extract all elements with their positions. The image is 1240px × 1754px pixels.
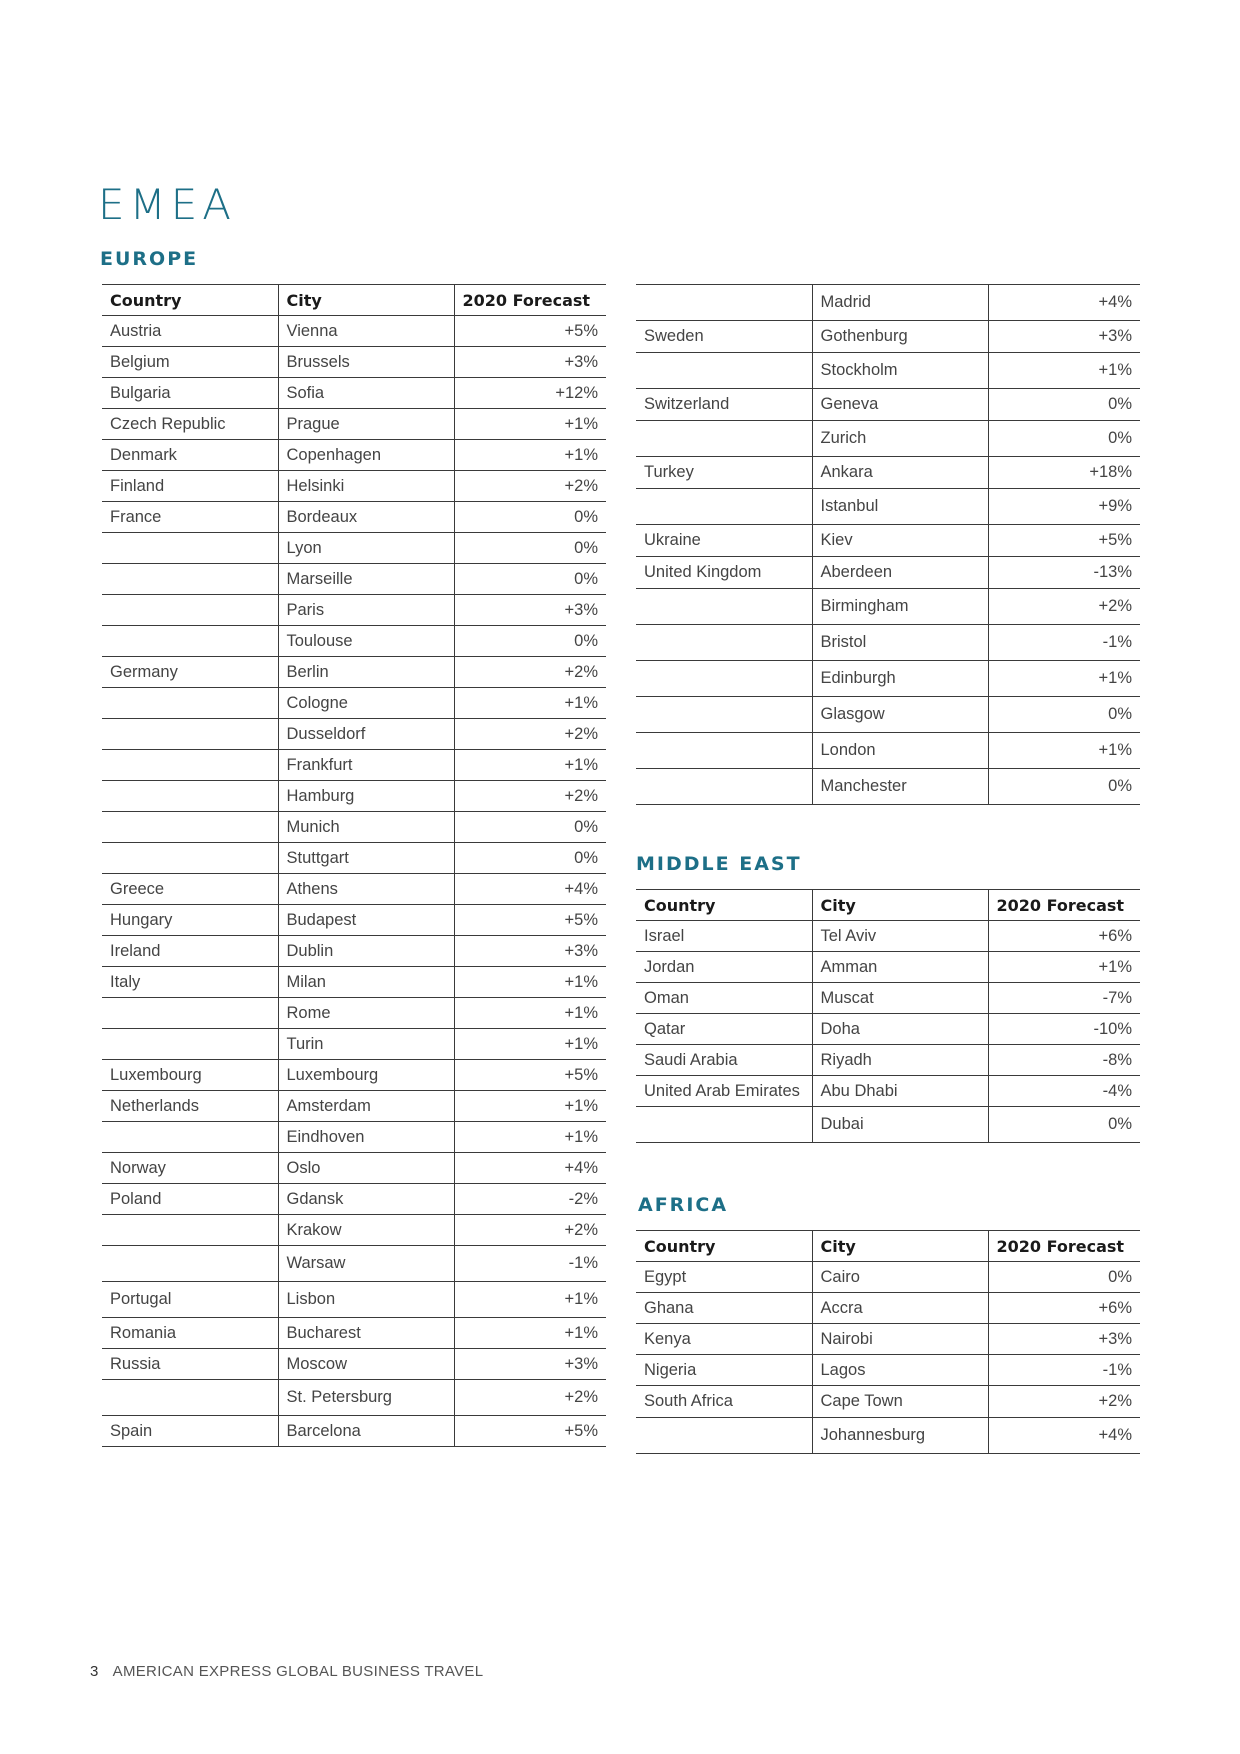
table-row — [102, 781, 606, 812]
country-cell: Qatar — [636, 1014, 812, 1045]
forecast-cell: +3% — [454, 347, 606, 378]
country-cell — [102, 843, 278, 874]
forecast-cell: +1% — [454, 998, 606, 1029]
city-cell: Eindhoven — [278, 1122, 454, 1153]
country-cell: Jordan — [636, 952, 812, 983]
forecast-cell: -1% — [454, 1246, 606, 1282]
forecast-cell: +12% — [454, 378, 606, 409]
city-cell: Barcelona — [278, 1416, 454, 1447]
country-cell — [636, 1418, 812, 1454]
country-cell: Saudi Arabia — [636, 1045, 812, 1076]
forecast-cell: +1% — [454, 1282, 606, 1318]
forecast-cell: +6% — [988, 1293, 1140, 1324]
forecast-cell: +5% — [454, 905, 606, 936]
country-cell: Finland — [102, 471, 278, 502]
city-cell: Bucharest — [278, 1318, 454, 1349]
country-cell: Bulgaria — [102, 378, 278, 409]
city-cell: Glasgow — [812, 697, 988, 733]
forecast-cell: 0% — [988, 697, 1140, 733]
city-cell: Ankara — [812, 457, 988, 489]
country-cell: Poland — [102, 1184, 278, 1215]
table-row — [102, 316, 606, 347]
table-row — [102, 657, 606, 688]
forecast-cell: +1% — [454, 688, 606, 719]
table-row — [636, 353, 1140, 389]
city-cell: Bristol — [812, 625, 988, 661]
country-cell: Ireland — [102, 936, 278, 967]
country-cell: Kenya — [636, 1324, 812, 1355]
table-row — [102, 1380, 606, 1416]
forecast-cell: +2% — [988, 589, 1140, 625]
city-cell: Kiev — [812, 525, 988, 557]
city-cell: Istanbul — [812, 489, 988, 525]
table-row — [636, 1107, 1140, 1143]
forecast-cell: 0% — [454, 626, 606, 657]
table-row — [636, 1262, 1140, 1293]
forecast-cell: +2% — [454, 1215, 606, 1246]
country-cell: Czech Republic — [102, 409, 278, 440]
table-row — [102, 533, 606, 564]
forecast-cell: +3% — [988, 321, 1140, 353]
city-cell: Accra — [812, 1293, 988, 1324]
city-cell: Vienna — [278, 316, 454, 347]
forecast-cell: +1% — [454, 1029, 606, 1060]
table-row — [636, 421, 1140, 457]
city-cell: Sofia — [278, 378, 454, 409]
country-cell — [102, 1246, 278, 1282]
table-row — [102, 688, 606, 719]
forecast-cell: +1% — [454, 1122, 606, 1153]
city-cell: Athens — [278, 874, 454, 905]
city-cell: Lagos — [812, 1355, 988, 1386]
forecast-cell: +6% — [988, 921, 1140, 952]
table-row — [636, 952, 1140, 983]
city-cell: Zurich — [812, 421, 988, 457]
forecast-cell: +1% — [454, 409, 606, 440]
city-cell: Marseille — [278, 564, 454, 595]
column-header-forecast: 2020 Forecast — [454, 285, 606, 316]
city-cell: Toulouse — [278, 626, 454, 657]
section-title-africa: AFRICA — [638, 1194, 729, 1216]
city-cell: Prague — [278, 409, 454, 440]
forecast-cell: 0% — [454, 843, 606, 874]
forecast-cell: +3% — [454, 936, 606, 967]
country-cell — [636, 769, 812, 805]
country-cell: Luxembourg — [102, 1060, 278, 1091]
city-cell: Krakow — [278, 1215, 454, 1246]
country-cell: Egypt — [636, 1262, 812, 1293]
forecast-cell: -1% — [988, 1355, 1140, 1386]
country-cell — [636, 285, 812, 321]
country-cell: Ghana — [636, 1293, 812, 1324]
publisher-name: AMERICAN EXPRESS GLOBAL BUSINESS TRAVEL — [112, 1663, 484, 1680]
country-cell — [636, 661, 812, 697]
country-cell: Romania — [102, 1318, 278, 1349]
table-row — [636, 489, 1140, 525]
city-cell: Rome — [278, 998, 454, 1029]
forecast-cell: +4% — [454, 874, 606, 905]
forecast-cell: 0% — [454, 502, 606, 533]
table-row — [636, 697, 1140, 733]
column-header-city: City — [812, 1231, 988, 1262]
forecast-cell: +18% — [988, 457, 1140, 489]
country-cell — [636, 625, 812, 661]
city-cell: Tel Aviv — [812, 921, 988, 952]
city-cell: Riyadh — [812, 1045, 988, 1076]
table-row — [102, 1184, 606, 1215]
country-cell: Israel — [636, 921, 812, 952]
country-cell — [102, 1215, 278, 1246]
city-cell: Hamburg — [278, 781, 454, 812]
country-cell: Greece — [102, 874, 278, 905]
table-row — [636, 733, 1140, 769]
column-header-city: City — [812, 890, 988, 921]
table-row — [102, 347, 606, 378]
country-cell — [102, 688, 278, 719]
city-cell: Dusseldorf — [278, 719, 454, 750]
country-cell — [102, 626, 278, 657]
table-row — [636, 525, 1140, 557]
country-cell: Denmark — [102, 440, 278, 471]
table-row — [102, 378, 606, 409]
table-row — [102, 1122, 606, 1153]
table-row — [636, 389, 1140, 421]
table-row — [636, 769, 1140, 805]
column-header-country: Country — [102, 285, 278, 316]
country-cell: United Arab Emirates — [636, 1076, 812, 1107]
forecast-cell: +1% — [454, 440, 606, 471]
city-cell: Nairobi — [812, 1324, 988, 1355]
table-row — [102, 1318, 606, 1349]
column-header-city: City — [278, 285, 454, 316]
table-header-row — [636, 1231, 1140, 1262]
city-cell: Dublin — [278, 936, 454, 967]
country-cell: Nigeria — [636, 1355, 812, 1386]
city-cell: Budapest — [278, 905, 454, 936]
page-title: EMEA — [98, 180, 237, 229]
city-cell: Oslo — [278, 1153, 454, 1184]
country-cell: Portugal — [102, 1282, 278, 1318]
forecast-cell: +1% — [454, 1091, 606, 1122]
country-cell — [102, 998, 278, 1029]
forecast-cell: +2% — [454, 657, 606, 688]
table-row — [102, 843, 606, 874]
forecast-cell: -8% — [988, 1045, 1140, 1076]
forecast-cell: 0% — [988, 389, 1140, 421]
table-row — [102, 626, 606, 657]
table-row — [102, 1282, 606, 1318]
forecast-cell: +2% — [454, 781, 606, 812]
table-row — [636, 285, 1140, 321]
city-cell: Lyon — [278, 533, 454, 564]
forecast-cell: +1% — [988, 353, 1140, 389]
forecast-cell: 0% — [454, 812, 606, 843]
forecast-cell: -4% — [988, 1076, 1140, 1107]
forecast-cell: +5% — [454, 1060, 606, 1091]
forecast-cell: +4% — [454, 1153, 606, 1184]
city-cell: Madrid — [812, 285, 988, 321]
column-header-country: Country — [636, 1231, 812, 1262]
country-cell — [636, 697, 812, 733]
table-row — [636, 457, 1140, 489]
city-cell: Paris — [278, 595, 454, 626]
table-row — [102, 936, 606, 967]
table-row — [102, 1246, 606, 1282]
forecast-cell: +3% — [454, 595, 606, 626]
table-row — [636, 1293, 1140, 1324]
city-cell: Gdansk — [278, 1184, 454, 1215]
country-cell: Russia — [102, 1349, 278, 1380]
city-cell: Gothenburg — [812, 321, 988, 353]
country-cell — [636, 589, 812, 625]
forecast-cell: +2% — [454, 471, 606, 502]
table-row — [636, 983, 1140, 1014]
page-number: 3 — [90, 1663, 99, 1680]
city-cell: Dubai — [812, 1107, 988, 1143]
country-cell: Norway — [102, 1153, 278, 1184]
table-row — [102, 409, 606, 440]
city-cell: Brussels — [278, 347, 454, 378]
city-cell: Frankfurt — [278, 750, 454, 781]
table-row — [102, 595, 606, 626]
table-row — [636, 589, 1140, 625]
table-row — [636, 1355, 1140, 1386]
city-cell: Moscow — [278, 1349, 454, 1380]
city-cell: Lisbon — [278, 1282, 454, 1318]
table-row — [636, 1324, 1140, 1355]
table-row — [636, 321, 1140, 353]
table-row — [102, 1029, 606, 1060]
table-row — [102, 1091, 606, 1122]
city-cell: Manchester — [812, 769, 988, 805]
forecast-cell: +5% — [454, 1416, 606, 1447]
city-cell: Berlin — [278, 657, 454, 688]
forecast-cell: +5% — [454, 316, 606, 347]
city-cell: London — [812, 733, 988, 769]
city-cell: Stockholm — [812, 353, 988, 389]
country-cell — [636, 421, 812, 457]
country-cell: Spain — [102, 1416, 278, 1447]
forecast-cell: +4% — [988, 285, 1140, 321]
country-cell — [102, 564, 278, 595]
city-cell: Muscat — [812, 983, 988, 1014]
city-cell: Luxembourg — [278, 1060, 454, 1091]
country-cell: Germany — [102, 657, 278, 688]
city-cell: Bordeaux — [278, 502, 454, 533]
forecast-cell: 0% — [988, 1107, 1140, 1143]
table-row — [102, 1153, 606, 1184]
country-cell — [636, 1107, 812, 1143]
table-row — [102, 874, 606, 905]
forecast-cell: +1% — [454, 750, 606, 781]
forecast-cell: -13% — [988, 557, 1140, 589]
country-cell — [102, 1029, 278, 1060]
country-cell: Austria — [102, 316, 278, 347]
section-title-europe: EUROPE — [100, 248, 199, 270]
city-cell: Warsaw — [278, 1246, 454, 1282]
europe-forecast-table-continued — [636, 284, 1140, 805]
table-row — [102, 1349, 606, 1380]
forecast-cell: 0% — [454, 564, 606, 595]
forecast-cell: +1% — [988, 661, 1140, 697]
table-row — [636, 661, 1140, 697]
forecast-cell: +1% — [454, 967, 606, 998]
city-cell: St. Petersburg — [278, 1380, 454, 1416]
country-cell — [102, 1380, 278, 1416]
table-row — [102, 564, 606, 595]
country-cell — [102, 595, 278, 626]
country-cell — [636, 489, 812, 525]
city-cell: Munich — [278, 812, 454, 843]
country-cell: France — [102, 502, 278, 533]
country-cell: Ukraine — [636, 525, 812, 557]
table-row — [636, 921, 1140, 952]
forecast-cell: +1% — [454, 1318, 606, 1349]
forecast-cell: 0% — [454, 533, 606, 564]
city-cell: Copenhagen — [278, 440, 454, 471]
forecast-cell: +4% — [988, 1418, 1140, 1454]
column-header-country: Country — [636, 890, 812, 921]
country-cell: Italy — [102, 967, 278, 998]
middle-east-forecast-table — [636, 889, 1140, 1143]
country-cell — [102, 781, 278, 812]
city-cell: Doha — [812, 1014, 988, 1045]
table-row — [102, 967, 606, 998]
country-cell: Belgium — [102, 347, 278, 378]
forecast-cell: +1% — [988, 952, 1140, 983]
city-cell: Cape Town — [812, 1386, 988, 1418]
forecast-cell: +1% — [988, 733, 1140, 769]
forecast-cell: +2% — [988, 1386, 1140, 1418]
page-footer — [90, 1663, 483, 1680]
africa-forecast-table — [636, 1230, 1140, 1454]
country-cell: Sweden — [636, 321, 812, 353]
table-row — [102, 719, 606, 750]
column-header-forecast: 2020 Forecast — [988, 890, 1140, 921]
city-cell: Birmingham — [812, 589, 988, 625]
table-row — [636, 1386, 1140, 1418]
country-cell — [636, 733, 812, 769]
table-row — [636, 1045, 1140, 1076]
table-row — [636, 1014, 1140, 1045]
forecast-cell: +2% — [454, 719, 606, 750]
city-cell: Milan — [278, 967, 454, 998]
country-cell: Netherlands — [102, 1091, 278, 1122]
forecast-cell: 0% — [988, 1262, 1140, 1293]
country-cell — [636, 353, 812, 389]
table-row — [102, 440, 606, 471]
forecast-cell: +9% — [988, 489, 1140, 525]
city-cell: Helsinki — [278, 471, 454, 502]
table-row — [102, 1215, 606, 1246]
section-title-middle-east: MIDDLE EAST — [636, 853, 802, 875]
city-cell: Aberdeen — [812, 557, 988, 589]
table-row — [636, 1076, 1140, 1107]
table-row — [102, 812, 606, 843]
forecast-cell: 0% — [988, 421, 1140, 457]
table-row — [102, 750, 606, 781]
country-cell — [102, 750, 278, 781]
city-cell: Amsterdam — [278, 1091, 454, 1122]
table-row — [102, 502, 606, 533]
country-cell — [102, 719, 278, 750]
forecast-cell: 0% — [988, 769, 1140, 805]
country-cell: South Africa — [636, 1386, 812, 1418]
city-cell: Cairo — [812, 1262, 988, 1293]
table-row — [636, 557, 1140, 589]
table-header-row — [636, 890, 1140, 921]
city-cell: Abu Dhabi — [812, 1076, 988, 1107]
city-cell: Cologne — [278, 688, 454, 719]
forecast-cell: +5% — [988, 525, 1140, 557]
city-cell: Amman — [812, 952, 988, 983]
city-cell: Edinburgh — [812, 661, 988, 697]
table-row — [636, 625, 1140, 661]
forecast-cell: -2% — [454, 1184, 606, 1215]
table-row — [102, 998, 606, 1029]
table-header-row — [102, 285, 606, 316]
table-row — [636, 1418, 1140, 1454]
column-header-forecast: 2020 Forecast — [988, 1231, 1140, 1262]
forecast-cell: -1% — [988, 625, 1140, 661]
table-row — [102, 905, 606, 936]
country-cell: Oman — [636, 983, 812, 1014]
city-cell: Geneva — [812, 389, 988, 421]
country-cell: Switzerland — [636, 389, 812, 421]
forecast-cell: +3% — [454, 1349, 606, 1380]
table-row — [102, 1060, 606, 1091]
forecast-cell: +2% — [454, 1380, 606, 1416]
table-row — [102, 1416, 606, 1447]
country-cell — [102, 533, 278, 564]
city-cell: Turin — [278, 1029, 454, 1060]
table-row — [102, 471, 606, 502]
forecast-cell: -7% — [988, 983, 1140, 1014]
country-cell — [102, 1122, 278, 1153]
forecast-cell: -10% — [988, 1014, 1140, 1045]
country-cell — [102, 812, 278, 843]
city-cell: Stuttgart — [278, 843, 454, 874]
city-cell: Johannesburg — [812, 1418, 988, 1454]
forecast-cell: +3% — [988, 1324, 1140, 1355]
europe-forecast-table — [102, 284, 606, 1447]
country-cell: Hungary — [102, 905, 278, 936]
country-cell: United Kingdom — [636, 557, 812, 589]
country-cell: Turkey — [636, 457, 812, 489]
